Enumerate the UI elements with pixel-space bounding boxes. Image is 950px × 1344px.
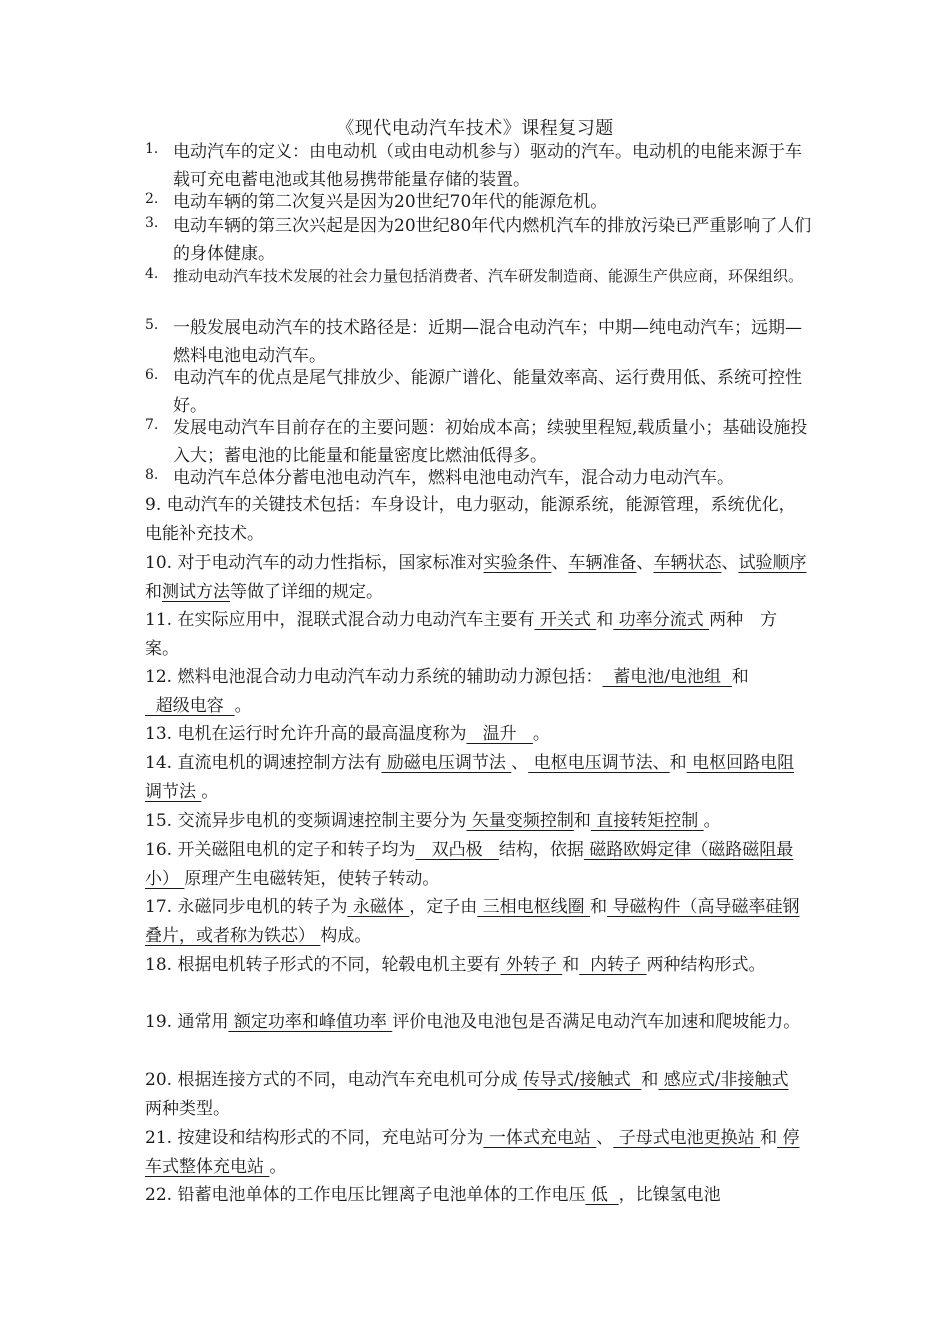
- question-15: 15. 交流异步电机的变频调速控制主要分为 矢量变频控制和 直接转矩控制 。: [145, 811, 721, 831]
- question-10: 10. 对于电动汽车的动力性指标，国家标准对实验条件、车辆准备、车辆状态、试验顺序和测试方法等做了详细的规定。: [145, 553, 807, 602]
- item-text: 电动车辆的第二次复兴是因为20世纪70年代的能源危机。: [173, 192, 608, 212]
- question-17: 17. 永磁同步电机的转子为 永磁体 ，定子由 三相电枢线圈 和 导磁构件（高导磁率硅钢叠片，或者称为铁芯） 构成。: [145, 897, 800, 946]
- item-number: 6.: [145, 367, 159, 383]
- answer-blank: 车辆准备: [568, 553, 637, 573]
- question-22: 22. 铅蓄电池单体的工作电压比锂离子电池单体的工作电压 低 ，比镍氢电池: [145, 1185, 721, 1205]
- item-text: 推动电动汽车技术发展的社会力量包括消费者、汽车研发制造商、能源生产供应商，环保组织。: [173, 267, 804, 285]
- answer-blank: 传导式/接触式: [517, 1070, 642, 1090]
- answer-blank: 感应式/非接触式: [658, 1070, 789, 1090]
- answer-blank: 功率分流式: [613, 610, 710, 630]
- answer-blank: 超级电容: [145, 696, 235, 716]
- answer-blank: 磁路欧姆定律（磁路磁阻最小）: [145, 840, 794, 889]
- question-20: 20. 根据连接方式的不同，电动汽车充电机可分成 传导式/接触式 和 感应式/非接触式 两种类型。: [145, 1070, 789, 1119]
- answer-blank: 励磁电压调节法: [381, 753, 512, 773]
- answer-blank: 电枢回路电阻调节法: [145, 753, 795, 802]
- item-number: 7.: [145, 417, 159, 433]
- answer-blank: 蓄电池/电池组: [602, 667, 732, 687]
- question-19: 19. 通常用 额定功率和峰值功率 评价电池及电池包是否满足电动汽车加速和爬坡能力。: [145, 1012, 801, 1032]
- answer-blank: 直接转矩控制: [590, 811, 704, 831]
- question-21: 21. 按建设和结构形式的不同，充电站可分为 一体式充电站 、 子母式电池更换站 和 停车式整体充电站 。: [145, 1128, 800, 1177]
- answer-blank: 低: [585, 1185, 619, 1205]
- answer-blank: 试验顺序: [738, 553, 807, 573]
- answer-blank: 停车式整体充电站: [145, 1128, 800, 1177]
- item-number: 3.: [145, 215, 159, 231]
- question-13: 13. 电机在运行时允许升高的最高温度称为 温升 。: [145, 724, 550, 744]
- item-text: 电动汽车的优点是尾气排放少、能源广谱化、能量效率高、运行费用低、系统可控性好。: [173, 368, 802, 416]
- item-number: 4.: [145, 266, 159, 282]
- item-text: 电动汽车总体分蓄电池电动汽车，燃料电池电动汽车，混合动力电动汽车。: [173, 468, 734, 488]
- question-18: 18. 根据电机转子形式的不同，轮毂电机主要有 外转子 和 内转子 两种结构形式。: [145, 955, 766, 975]
- answer-blank: 开关式: [534, 610, 597, 630]
- answer-blank: 子母式电池更换站: [613, 1128, 761, 1148]
- item-number: 2.: [145, 191, 159, 207]
- answer-blank: 一体式充电站: [483, 1128, 597, 1148]
- answer-blank: 矢量变频控制: [466, 811, 574, 831]
- answer-blank: 车辆状态: [653, 553, 722, 573]
- item-text: 一般发展电动汽车的技术路径是：近期—混合电动汽车；中期—纯电动汽车；远期—燃料电池电动汽车。: [173, 318, 802, 366]
- question-11: 11. 在实际应用中，混联式混合动力电动汽车主要有 开关式 和 功率分流式 两种 方案。: [145, 610, 778, 659]
- answer-blank: 实验条件: [483, 553, 552, 573]
- answer-blank: 三相电枢线圈: [477, 897, 591, 917]
- question-9: 9. 电动汽车的关键技术包括：车身设计，电力驱动，能源系统，能源管理，系统优化，电能补充技术。: [145, 495, 796, 544]
- answer-blank: 温升: [466, 724, 533, 744]
- answer-blank: 测试方法: [162, 582, 230, 602]
- item-number: 1.: [145, 141, 159, 157]
- question-16: 16. 开关磁阻电机的定子和转子均为 双凸极 结构，依据 磁路欧姆定律（磁路磁阻最小） 原理产生电磁转矩，使转子转动。: [145, 840, 794, 889]
- answer-blank: 外转子: [500, 955, 563, 975]
- answer-blank: 导磁构件（高导磁率硅钢叠片，或者称为铁芯）: [145, 897, 800, 946]
- answer-blank: 双凸极: [415, 840, 499, 860]
- item-text: 发展电动汽车目前存在的主要问题：初始成本高；续驶里程短,载质量小；基础设施投入大；蓄电池的比能量和能量密度比燃油低得多。: [173, 418, 808, 466]
- page-title: 《现代电动汽车技术》课程复习题: [336, 118, 614, 139]
- item-number: 5.: [145, 317, 159, 333]
- item-number: 8.: [145, 467, 159, 483]
- answer-blank: 内转子: [579, 955, 647, 975]
- item-text: 电动车辆的第三次兴起是因为20世纪80年代内燃机汽车的排放污染已严重影响了人们的身体健康。: [173, 216, 812, 264]
- answer-blank: 额定功率和峰值功率: [228, 1012, 393, 1032]
- answer-blank: 电枢电压调节法、: [528, 753, 670, 773]
- question-12: 12. 燃料电池混合动力电动汽车动力系统的辅助动力源包括： 蓄电池/电池组 和 超级电容 。: [145, 667, 749, 716]
- item-text: 电动汽车的定义：由电动机（或由电动机参与）驱动的汽车。电动机的电能来源于车载可充电蓄电池或其他易携带能量存储的装置。: [173, 142, 802, 190]
- answer-blank: 永磁体: [347, 897, 410, 917]
- question-14: 14. 直流电机的调速控制方法有 励磁电压调节法 、 电枢电压调节法、和 电枢回路电阻调节法 。: [145, 753, 795, 802]
